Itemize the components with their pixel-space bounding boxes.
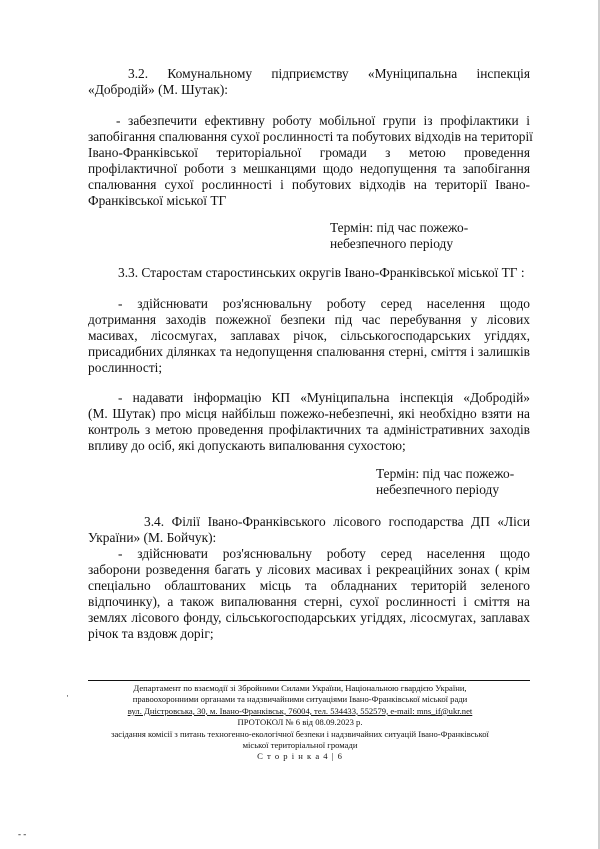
- section-3-4-item-line4: відпочинку), а також випалювання стерні, сухої рослинності і сміття на: [88, 594, 530, 609]
- section-3-4-item-line1: - здійснювати роз'яснювальну роботу серед населення щодо: [118, 546, 530, 561]
- section-3-2-bullet-line2: запобігання спалювання сухої рослинності та побутових відходів на території: [88, 129, 533, 144]
- section-3-3-item2-line3: контроль з метою проведення профілактичних та адміністративних заходів: [88, 422, 530, 437]
- footer-address: вул. Дністровська, 30, м. Івано-Франківськ, 76004, тел. 534433, 552579, e-mail: mns_if@ukr.net: [127, 705, 473, 716]
- scan-mark-dash: - -: [18, 829, 27, 839]
- section-3-4-item-line3: спеціально облаштованих місць та обладнаних територій зеленого: [88, 578, 530, 593]
- section-3-2-deadline-line1: Термін: під час пожежо-: [330, 220, 469, 235]
- section-3-3-item1-line4: присадибних ділянках та недопущення спалювання стерні, сміття і залишків: [88, 344, 530, 359]
- scan-mark-dot: ·: [66, 691, 69, 701]
- section-3-2-heading-line1: 3.2. Комунальному підприємству «Муніципальна інспекція: [128, 66, 530, 81]
- section-3-3-item1-line1: - здійснювати роз'яснювальну роботу серед населення щодо: [118, 296, 530, 311]
- page-number: С т о р і н к а 4 | 6: [257, 751, 343, 762]
- section-3-3-heading: 3.3. Старостам старостинських округів Івано-Франківської міської ТГ :: [118, 265, 525, 280]
- footer-department-line2: правоохоронними органами та надзвичайними ситуаціями Івано-Франківської міської ради: [132, 694, 468, 705]
- section-3-2-deadline-line2: небезпечного періоду: [330, 236, 454, 251]
- section-3-3-deadline-line2: небезпечного періоду: [376, 482, 500, 497]
- section-3-4-item-line6: річок та вздовж доріг;: [88, 626, 214, 641]
- section-3-3-item2-line1: - надавати інформацію КП «Муніципальна інспекція «Добродій»: [118, 390, 530, 405]
- page-footer: [60, 683, 540, 763]
- section-3-3-item2-line4: впливу до осіб, які допускають випалювання сухостою;: [88, 438, 406, 453]
- section-3-2-bullet-line6: Франківської міської ТГ: [88, 193, 227, 208]
- section-3-4-heading-line2: України» (М. Бойчук):: [88, 530, 217, 545]
- footer-department-line1: Департамент по взаємодії зі Збройними Силами України, Національною гвардією України,: [133, 683, 467, 693]
- section-3-3-item1-line5: рослинності;: [88, 360, 163, 375]
- footer-commission-line2: міської територіальної громади: [242, 740, 358, 751]
- section-3-2-bullet-line5: спалювання сухої рослинності і побутових відходів на території Івано-: [88, 177, 530, 192]
- section-3-2-bullet-line3: Івано-Франківської територіальної громади з метою проведення: [88, 145, 530, 160]
- section-3-2-heading-line2: «Добродій» (М. Шутак):: [88, 82, 228, 97]
- section-3-3-item1-line3: масивах, лісосмугах, заплавах річок, сільськогосподарських угіддях,: [88, 328, 530, 343]
- section-3-3-item2-line2: (М. Шутак) про місця найбільш пожежо-небезпечні, які необхідно взяти на: [88, 406, 530, 421]
- section-3-2-bullet-line1: - забезпечити ефективну роботу мобільної групи із профілактики і: [116, 113, 530, 128]
- section-3-3-item1-line2: дотримання заходів пожежної безпеки під час перебування у лісових: [88, 312, 530, 327]
- footer-commission-line1: засідання комісії з питань техногенно-екологічної безпеки і надзвичайних ситуацій Івано-Франківської: [111, 728, 489, 739]
- section-3-4-item-line5: землях лісового фонду, сільськогосподарських угіддях, лісосмугах, заплавах: [88, 610, 530, 625]
- section-3-2-bullet-line4: профілактичної роботи з мешканцями щодо недопущення та запобігання: [88, 161, 530, 176]
- footer-protocol: ПРОТОКОЛ № 6 від 08.09.2023 р.: [237, 717, 363, 728]
- section-3-4-heading-line1: 3.4. Філії Івано-Франківського лісового господарства ДП «Ліси: [144, 514, 530, 529]
- footer-divider: [88, 680, 530, 681]
- section-3-3-deadline-line1: Термін: під час пожежо-: [376, 466, 515, 481]
- section-3-4-item-line2: заборони розведення багать у лісових масивах і рекреаційних зонах ( крім: [88, 562, 530, 577]
